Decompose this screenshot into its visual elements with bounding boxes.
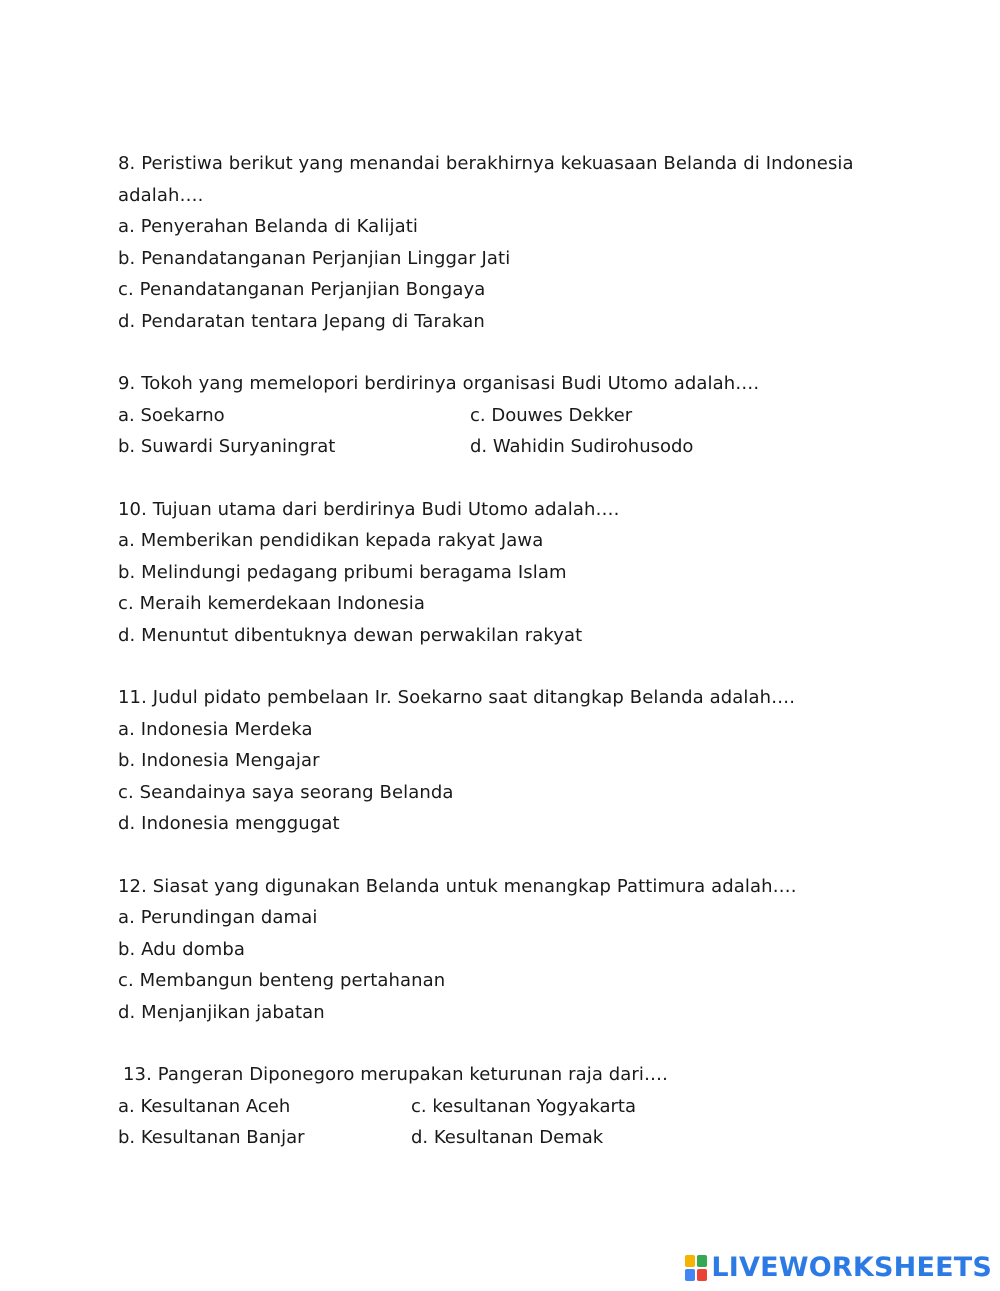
question-10 bbox=[118, 494, 898, 652]
question-stem: 10. Tujuan utama dari berdirinya Budi Utomo adalah…. bbox=[118, 498, 620, 520]
option-c: c. Meraih kemerdekaan Indonesia bbox=[118, 593, 425, 614]
option-d: d. Wahidin Sudirohusodo bbox=[470, 436, 694, 457]
option-b: b. Penandatanganan Perjanjian Linggar Jati bbox=[118, 247, 511, 269]
option-b: b. Indonesia Mengajar bbox=[118, 750, 320, 771]
option-row bbox=[118, 400, 898, 432]
option-a: a. Indonesia Merdeka bbox=[118, 718, 313, 740]
question-stem: 8. Peristiwa berikut yang menandai berakhirnya kekuasaan Belanda di Indonesia bbox=[118, 153, 854, 174]
option-d: d. Pendaratan tentara Jepang di Tarakan bbox=[118, 310, 485, 332]
liveworksheets-logo bbox=[685, 1253, 992, 1283]
question-stem: 11. Judul pidato pembelaan Ir. Soekarno saat ditangkap Belanda adalah…. bbox=[118, 687, 796, 708]
option-a: a. Perundingan damai bbox=[118, 907, 318, 928]
option-b: b. Kesultanan Banjar bbox=[118, 1127, 305, 1148]
option-row bbox=[118, 1122, 898, 1154]
question-stem: 12. Siasat yang digunakan Belanda untuk menangkap Pattimura adalah…. bbox=[118, 875, 797, 897]
question-stem: 13. Pangeran Diponegoro merupakan keturunan raja dari…. bbox=[123, 1064, 668, 1085]
option-b: b. Adu domba bbox=[118, 938, 246, 960]
option-row bbox=[118, 1091, 898, 1123]
option-a: a. Kesultanan Aceh bbox=[118, 1095, 291, 1117]
option-a: a. Soekarno bbox=[118, 404, 225, 426]
option-d: d. Menjanjikan jabatan bbox=[118, 1001, 325, 1023]
option-b: b. Melindungi pedagang pribumi beragama Islam bbox=[118, 561, 567, 583]
logo-square-icon bbox=[697, 1255, 707, 1267]
question-11 bbox=[118, 682, 898, 840]
option-d: d. Menuntut dibentuknya dewan perwakilan rakyat bbox=[118, 624, 583, 646]
worksheet bbox=[118, 148, 898, 1185]
question-12 bbox=[118, 871, 898, 1029]
question-8 bbox=[118, 148, 898, 337]
option-c: c. Penandatanganan Perjanjian Bongaya bbox=[118, 279, 486, 300]
option-c: c. kesultanan Yogyakarta bbox=[411, 1095, 636, 1117]
option-row bbox=[118, 431, 898, 463]
liveworksheets-icon bbox=[685, 1255, 707, 1281]
logo-square-icon bbox=[685, 1255, 695, 1267]
option-c: c. Membangun benteng pertahanan bbox=[118, 970, 446, 991]
question-13 bbox=[118, 1059, 898, 1154]
option-c: c. Douwes Dekker bbox=[470, 404, 633, 426]
option-b: b. Suwardi Suryaningrat bbox=[118, 436, 336, 457]
question-stem: 9. Tokoh yang memelopori berdirinya organisasi Budi Utomo adalah…. bbox=[118, 373, 760, 394]
option-d: d. Indonesia menggugat bbox=[118, 813, 340, 834]
question-stem-continued: adalah…. bbox=[118, 184, 204, 206]
logo-square-icon bbox=[685, 1269, 695, 1281]
liveworksheets-wordmark: LIVEWORKSHEETS bbox=[711, 1252, 992, 1283]
option-a: a. Penyerahan Belanda di Kalijati bbox=[118, 216, 418, 237]
option-a: a. Memberikan pendidikan kepada rakyat Jawa bbox=[118, 530, 544, 551]
option-c: c. Seandainya saya seorang Belanda bbox=[118, 781, 454, 803]
logo-square-icon bbox=[697, 1269, 707, 1281]
question-9 bbox=[118, 368, 898, 463]
option-d: d. Kesultanan Demak bbox=[411, 1127, 604, 1148]
